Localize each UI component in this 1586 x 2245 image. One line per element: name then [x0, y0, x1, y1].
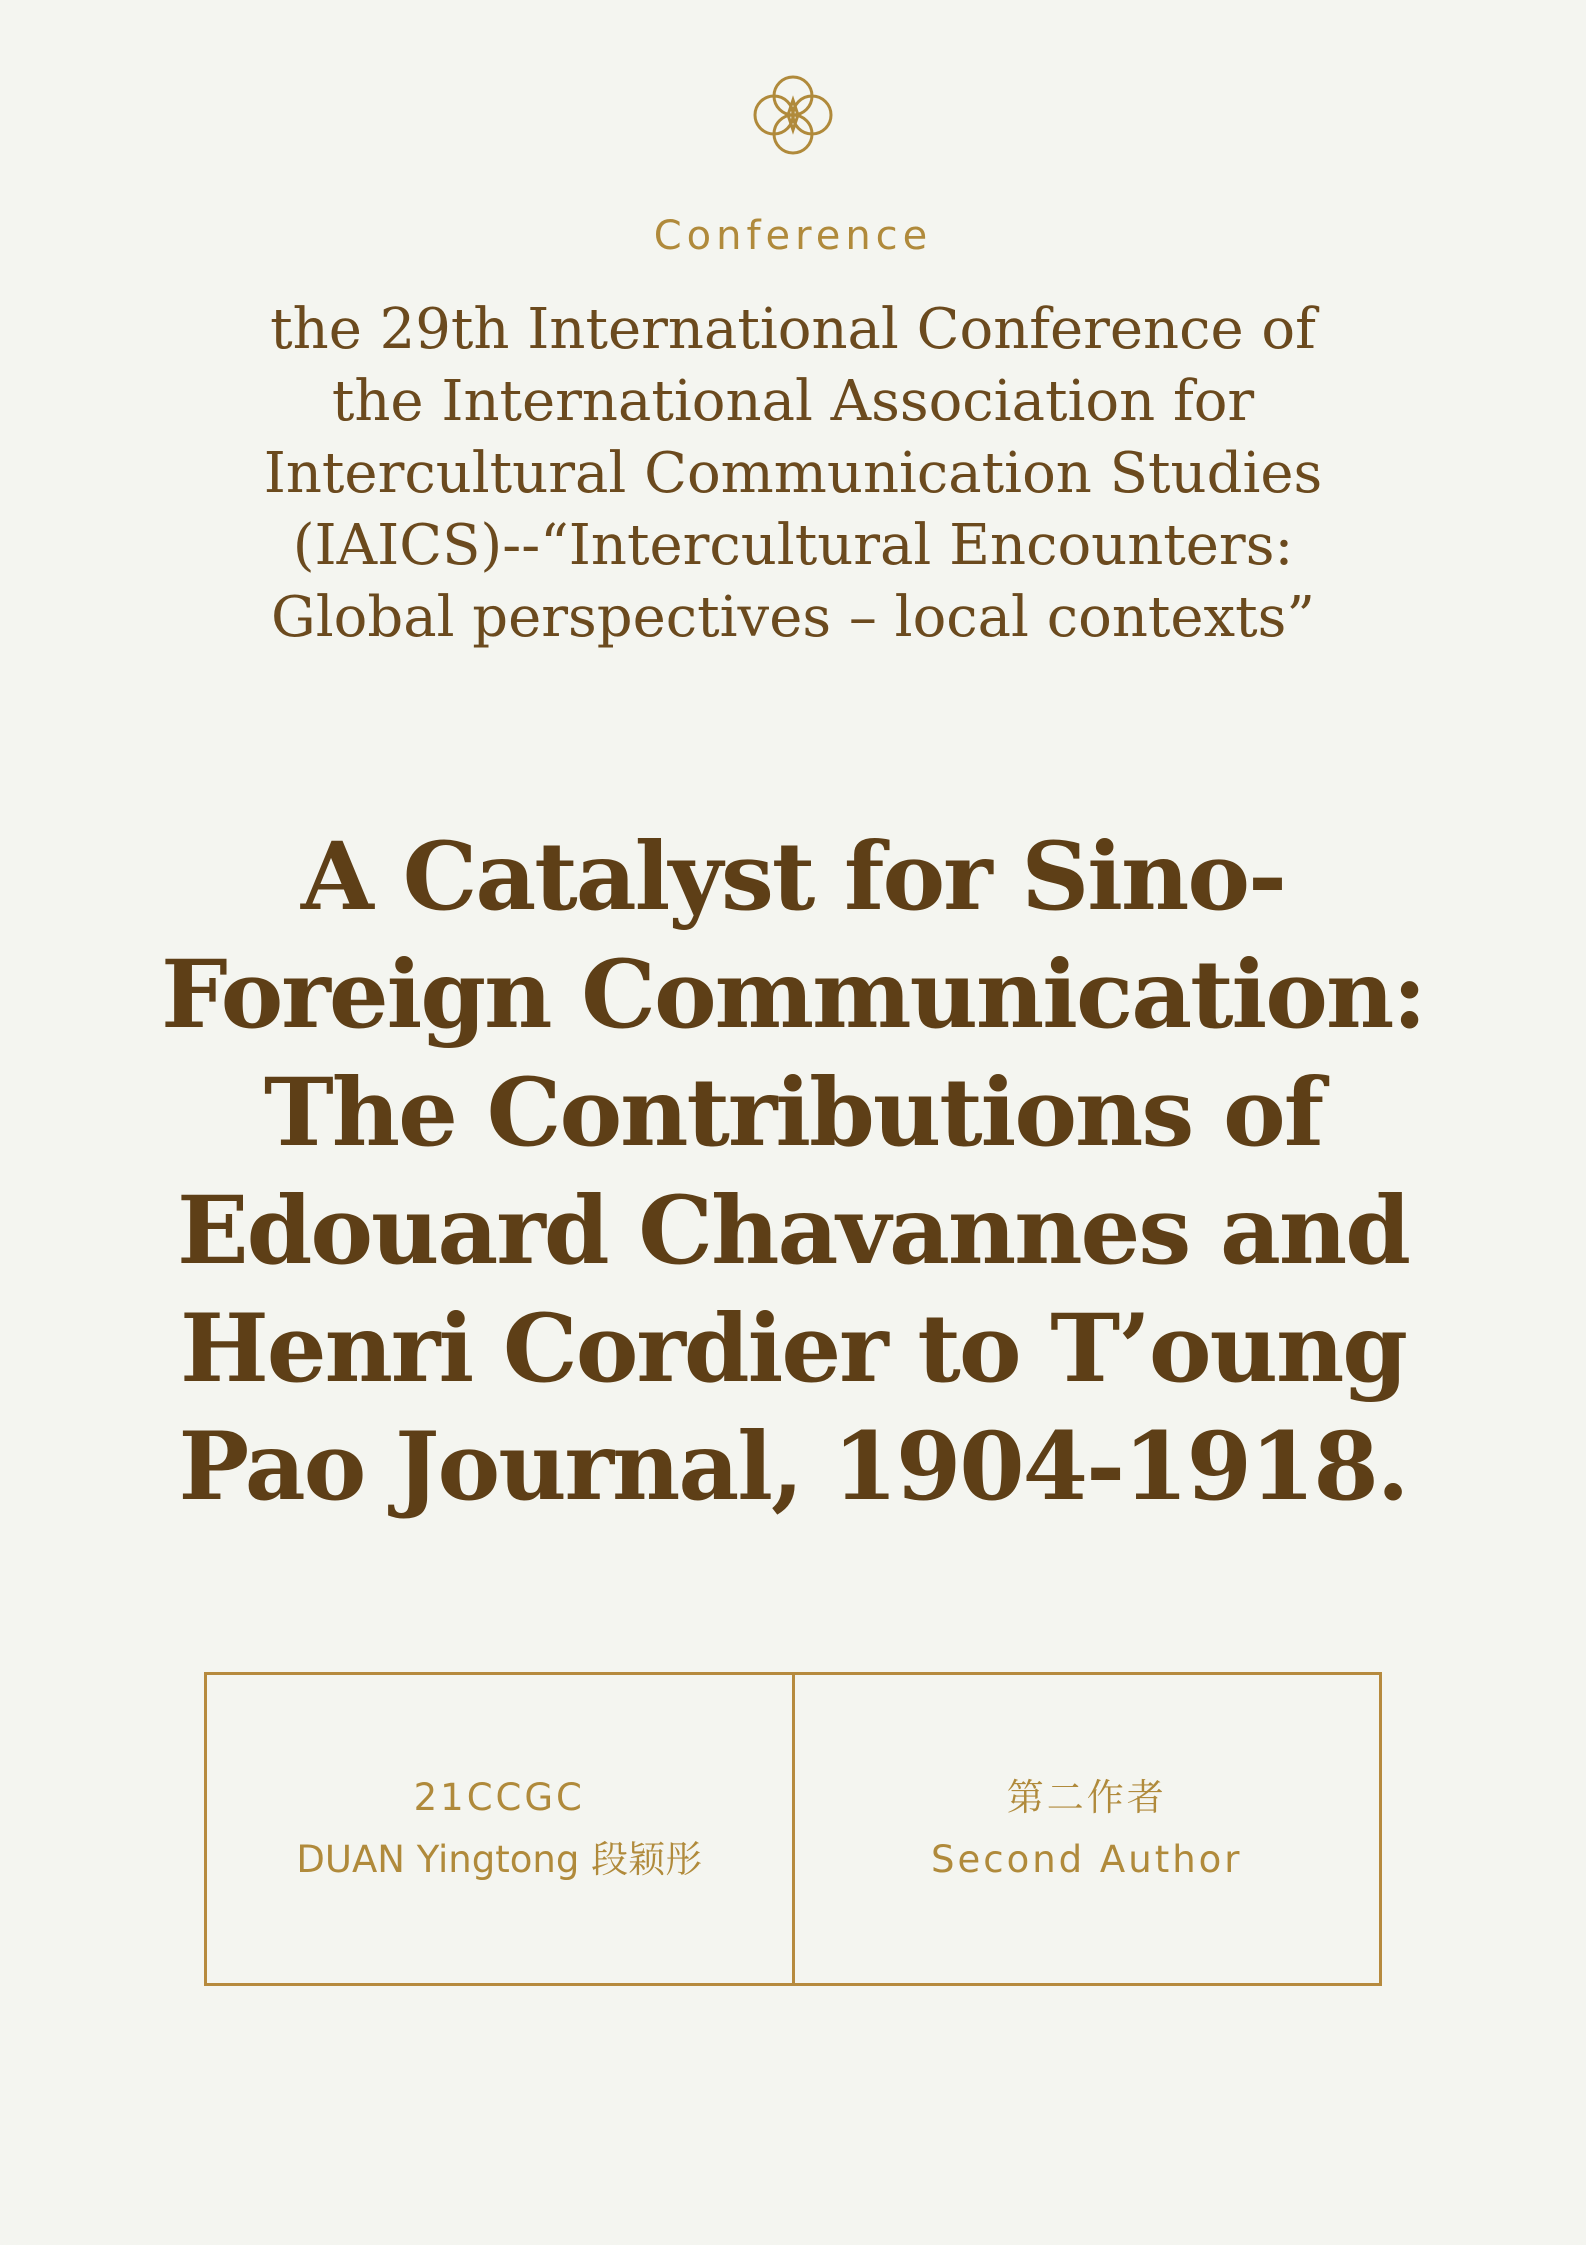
- conference-title-line: the 29th International Conference of: [270, 297, 1316, 362]
- paper-title-line: Edouard Chavannes and: [176, 1176, 1409, 1286]
- author-cell-second: [792, 1675, 1380, 1983]
- conference-title-line: Global perspectives – local contexts”: [270, 585, 1315, 650]
- ornamental-knot-icon: [748, 70, 838, 160]
- section-eyebrow: Conference: [653, 213, 933, 259]
- conference-title-line: the International Association for: [331, 369, 1255, 434]
- author-role: 第二作者: [1006, 1776, 1167, 1819]
- paper-title-line: The Contributions of: [263, 1058, 1323, 1168]
- author-affiliation: 21CCGC: [413, 1776, 585, 1819]
- paper-title-line: A Catalyst for Sino-: [300, 822, 1286, 932]
- author-name: Second Author: [931, 1838, 1243, 1881]
- authors-box: [204, 1672, 1382, 1986]
- paper-title-line: Pao Journal, 1904-1918.: [178, 1412, 1408, 1522]
- author-name: DUAN Yingtong 段颖彤: [296, 1838, 703, 1881]
- conference-title-line: (IAICS)--“Intercultural Encounters:: [292, 513, 1294, 578]
- conference-title: [200, 294, 1386, 654]
- paper-title-line: Henri Cordier to T’oung: [179, 1294, 1407, 1404]
- author-cell-first: [207, 1675, 792, 1983]
- paper-title: [150, 818, 1436, 1526]
- conference-title-line: Intercultural Communication Studies: [263, 441, 1323, 506]
- paper-title-line: Foreign Communication:: [161, 940, 1425, 1050]
